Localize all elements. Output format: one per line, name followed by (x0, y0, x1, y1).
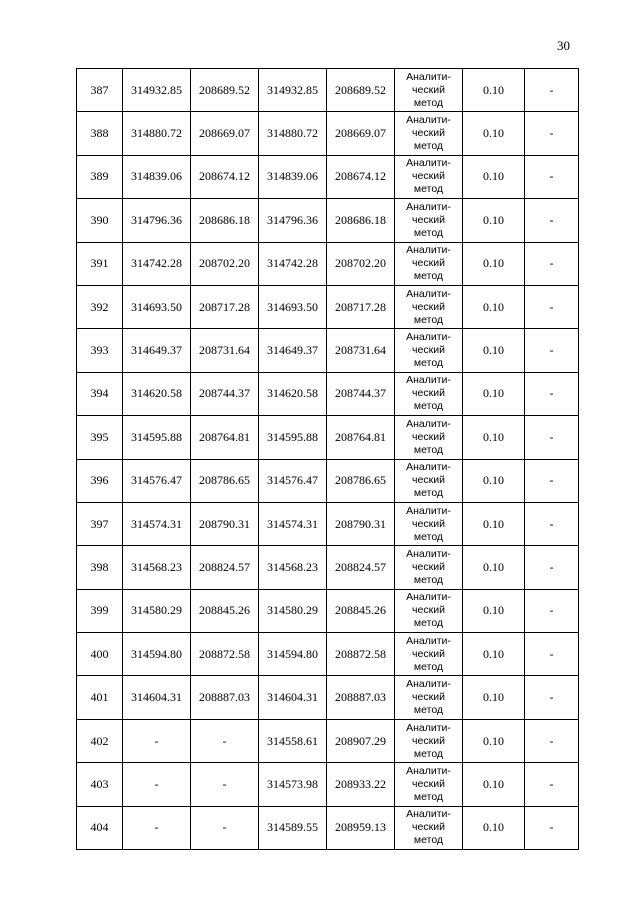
point-number-cell: 393 (77, 329, 123, 372)
accuracy-cell: 0.10 (463, 546, 525, 589)
point-number-cell: 388 (77, 112, 123, 155)
point-number-cell: 399 (77, 589, 123, 632)
table-row (77, 155, 579, 198)
table-row (77, 329, 579, 372)
y-old-cell: 208689.52 (191, 69, 259, 112)
y-new-cell: 208845.26 (327, 589, 395, 632)
x-new-cell: 314574.31 (259, 502, 327, 545)
method-line: метод (413, 660, 444, 673)
coordinates-table (76, 68, 579, 850)
method-line: ческий (412, 300, 445, 313)
method-cell (395, 633, 463, 676)
y-old-cell: 208790.31 (191, 502, 259, 545)
note-cell: - (525, 416, 579, 459)
method-line: Аналити- (406, 114, 451, 127)
method-cell (395, 69, 463, 112)
method-cell (395, 416, 463, 459)
y-new-cell: 208702.20 (327, 242, 395, 285)
method-line: ческий (412, 647, 445, 660)
note-cell: - (525, 69, 579, 112)
note-cell: - (525, 676, 579, 719)
method-line: метод (413, 226, 444, 239)
y-old-cell: 208674.12 (191, 155, 259, 198)
x-old-cell: 314576.47 (123, 459, 191, 502)
method-line: ческий (412, 257, 445, 270)
x-old-cell: 314880.72 (123, 112, 191, 155)
x-new-cell: 314576.47 (259, 459, 327, 502)
note-cell: - (525, 763, 579, 806)
method-line: ческий (412, 213, 445, 226)
y-new-cell: 208669.07 (327, 112, 395, 155)
point-number-cell: 395 (77, 416, 123, 459)
method-line: Аналити- (406, 678, 451, 691)
note-cell: - (525, 285, 579, 328)
accuracy-cell: 0.10 (463, 199, 525, 242)
accuracy-cell: 0.10 (463, 69, 525, 112)
method-line: ческий (412, 430, 445, 443)
point-number-cell: 401 (77, 676, 123, 719)
note-cell: - (525, 199, 579, 242)
x-new-cell: 314568.23 (259, 546, 327, 589)
method-line: Аналити- (406, 157, 451, 170)
y-new-cell: 208744.37 (327, 372, 395, 415)
method-cell (395, 459, 463, 502)
y-old-cell: 208669.07 (191, 112, 259, 155)
y-old-cell: 208686.18 (191, 199, 259, 242)
note-cell: - (525, 546, 579, 589)
table-row (77, 372, 579, 415)
point-number-cell: 398 (77, 546, 123, 589)
accuracy-cell: 0.10 (463, 719, 525, 762)
table-row (77, 112, 579, 155)
note-cell: - (525, 719, 579, 762)
y-new-cell: 208872.58 (327, 633, 395, 676)
x-new-cell: 314573.98 (259, 763, 327, 806)
point-number-cell: 387 (77, 69, 123, 112)
y-old-cell: 208786.65 (191, 459, 259, 502)
accuracy-cell: 0.10 (463, 155, 525, 198)
y-old-cell: 208824.57 (191, 546, 259, 589)
method-line: Аналити- (406, 808, 451, 821)
method-line: метод (413, 747, 444, 760)
y-old-cell: 208744.37 (191, 372, 259, 415)
method-line: ческий (412, 821, 445, 834)
accuracy-cell: 0.10 (463, 372, 525, 415)
table-row (77, 502, 579, 545)
method-line: ческий (412, 83, 445, 96)
accuracy-cell: 0.10 (463, 329, 525, 372)
note-cell: - (525, 329, 579, 372)
table-row (77, 719, 579, 762)
point-number-cell: 400 (77, 633, 123, 676)
x-new-cell: 314649.37 (259, 329, 327, 372)
method-cell (395, 502, 463, 545)
accuracy-cell: 0.10 (463, 806, 525, 849)
y-old-cell: 208764.81 (191, 416, 259, 459)
method-line: ческий (412, 170, 445, 183)
accuracy-cell: 0.10 (463, 416, 525, 459)
x-old-cell: 314649.37 (123, 329, 191, 372)
y-new-cell: 208887.03 (327, 676, 395, 719)
x-old-cell: 314742.28 (123, 242, 191, 285)
accuracy-cell: 0.10 (463, 502, 525, 545)
method-line: Аналити- (406, 461, 451, 474)
y-old-cell: 208872.58 (191, 633, 259, 676)
x-old-cell: 314839.06 (123, 155, 191, 198)
method-line: метод (413, 790, 444, 803)
x-new-cell: 314693.50 (259, 285, 327, 328)
method-line: метод (413, 313, 444, 326)
note-cell: - (525, 459, 579, 502)
method-line: ческий (412, 517, 445, 530)
x-old-cell: 314574.31 (123, 502, 191, 545)
method-cell (395, 199, 463, 242)
page-number: 30 (557, 38, 570, 53)
method-line: ческий (412, 734, 445, 747)
method-cell (395, 676, 463, 719)
x-new-cell: 314932.85 (259, 69, 327, 112)
point-number-cell: 389 (77, 155, 123, 198)
x-old-cell: - (123, 719, 191, 762)
y-old-cell: - (191, 719, 259, 762)
method-line: Аналити- (406, 244, 451, 257)
x-new-cell: 314558.61 (259, 719, 327, 762)
x-old-cell: 314932.85 (123, 69, 191, 112)
x-old-cell: 314620.58 (123, 372, 191, 415)
y-old-cell: 208731.64 (191, 329, 259, 372)
method-line: метод (413, 183, 444, 196)
method-line: Аналити- (406, 721, 451, 734)
y-new-cell: 208674.12 (327, 155, 395, 198)
method-cell (395, 155, 463, 198)
x-new-cell: 314880.72 (259, 112, 327, 155)
method-cell (395, 285, 463, 328)
x-new-cell: 314742.28 (259, 242, 327, 285)
y-old-cell: - (191, 763, 259, 806)
x-old-cell: 314693.50 (123, 285, 191, 328)
x-new-cell: 314580.29 (259, 589, 327, 632)
method-cell (395, 372, 463, 415)
accuracy-cell: 0.10 (463, 112, 525, 155)
method-line: метод (413, 487, 444, 500)
method-line: Аналити- (406, 504, 451, 517)
method-cell (395, 242, 463, 285)
method-line: ческий (412, 127, 445, 140)
method-line: Аналити- (406, 287, 451, 300)
method-line: Аналити- (406, 547, 451, 560)
method-line: метод (413, 140, 444, 153)
y-new-cell: 208790.31 (327, 502, 395, 545)
table-row (77, 763, 579, 806)
point-number-cell: 396 (77, 459, 123, 502)
y-old-cell: - (191, 806, 259, 849)
table-row (77, 589, 579, 632)
x-new-cell: 314595.88 (259, 416, 327, 459)
method-line: метод (413, 834, 444, 847)
method-line: Аналити- (406, 634, 451, 647)
method-line: метод (413, 530, 444, 543)
y-new-cell: 208731.64 (327, 329, 395, 372)
y-new-cell: 208686.18 (327, 199, 395, 242)
method-line: метод (413, 96, 444, 109)
method-line: Аналити- (406, 331, 451, 344)
accuracy-cell: 0.10 (463, 633, 525, 676)
method-line: Аналити- (406, 374, 451, 387)
x-new-cell: 314796.36 (259, 199, 327, 242)
note-cell: - (525, 372, 579, 415)
method-line: Аналити- (406, 417, 451, 430)
note-cell: - (525, 112, 579, 155)
x-old-cell: 314568.23 (123, 546, 191, 589)
accuracy-cell: 0.10 (463, 242, 525, 285)
y-new-cell: 208959.13 (327, 806, 395, 849)
method-line: ческий (412, 344, 445, 357)
table-row (77, 459, 579, 502)
y-new-cell: 208786.65 (327, 459, 395, 502)
point-number-cell: 404 (77, 806, 123, 849)
x-old-cell: - (123, 806, 191, 849)
x-new-cell: 314620.58 (259, 372, 327, 415)
method-cell (395, 806, 463, 849)
method-line: метод (413, 617, 444, 630)
y-new-cell: 208689.52 (327, 69, 395, 112)
method-line: ческий (412, 474, 445, 487)
table-row (77, 416, 579, 459)
method-cell (395, 763, 463, 806)
point-number-cell: 392 (77, 285, 123, 328)
x-new-cell: 314594.80 (259, 633, 327, 676)
point-number-cell: 394 (77, 372, 123, 415)
note-cell: - (525, 155, 579, 198)
accuracy-cell: 0.10 (463, 285, 525, 328)
accuracy-cell: 0.10 (463, 676, 525, 719)
point-number-cell: 403 (77, 763, 123, 806)
x-old-cell: 314594.80 (123, 633, 191, 676)
note-cell: - (525, 633, 579, 676)
method-line: метод (413, 704, 444, 717)
method-cell (395, 329, 463, 372)
method-line: метод (413, 357, 444, 370)
note-cell: - (525, 589, 579, 632)
accuracy-cell: 0.10 (463, 459, 525, 502)
table-row (77, 285, 579, 328)
method-cell (395, 589, 463, 632)
x-old-cell: 314595.88 (123, 416, 191, 459)
method-line: Аналити- (406, 764, 451, 777)
point-number-cell: 402 (77, 719, 123, 762)
table-row (77, 242, 579, 285)
method-line: Аналити- (406, 591, 451, 604)
table-row (77, 676, 579, 719)
method-line: Аналити- (406, 200, 451, 213)
x-new-cell: 314839.06 (259, 155, 327, 198)
method-line: метод (413, 270, 444, 283)
x-old-cell: 314604.31 (123, 676, 191, 719)
method-cell (395, 112, 463, 155)
y-old-cell: 208702.20 (191, 242, 259, 285)
method-line: ческий (412, 691, 445, 704)
table-body (77, 69, 579, 850)
table-row (77, 69, 579, 112)
y-new-cell: 208717.28 (327, 285, 395, 328)
y-new-cell: 208933.22 (327, 763, 395, 806)
y-new-cell: 208907.29 (327, 719, 395, 762)
method-line: метод (413, 443, 444, 456)
x-new-cell: 314589.55 (259, 806, 327, 849)
table-row (77, 546, 579, 589)
accuracy-cell: 0.10 (463, 763, 525, 806)
method-line: метод (413, 400, 444, 413)
note-cell: - (525, 502, 579, 545)
note-cell: - (525, 806, 579, 849)
method-line: ческий (412, 777, 445, 790)
method-line: Аналити- (406, 70, 451, 83)
method-cell (395, 719, 463, 762)
method-line: ческий (412, 387, 445, 400)
method-line: ческий (412, 560, 445, 573)
y-new-cell: 208824.57 (327, 546, 395, 589)
x-old-cell: 314796.36 (123, 199, 191, 242)
point-number-cell: 390 (77, 199, 123, 242)
table-row (77, 633, 579, 676)
method-cell (395, 546, 463, 589)
y-old-cell: 208887.03 (191, 676, 259, 719)
x-old-cell: 314580.29 (123, 589, 191, 632)
table-row (77, 806, 579, 849)
method-line: метод (413, 573, 444, 586)
x-new-cell: 314604.31 (259, 676, 327, 719)
y-old-cell: 208845.26 (191, 589, 259, 632)
table-row (77, 199, 579, 242)
y-new-cell: 208764.81 (327, 416, 395, 459)
point-number-cell: 397 (77, 502, 123, 545)
note-cell: - (525, 242, 579, 285)
x-old-cell: - (123, 763, 191, 806)
accuracy-cell: 0.10 (463, 589, 525, 632)
method-line: ческий (412, 604, 445, 617)
point-number-cell: 391 (77, 242, 123, 285)
y-old-cell: 208717.28 (191, 285, 259, 328)
